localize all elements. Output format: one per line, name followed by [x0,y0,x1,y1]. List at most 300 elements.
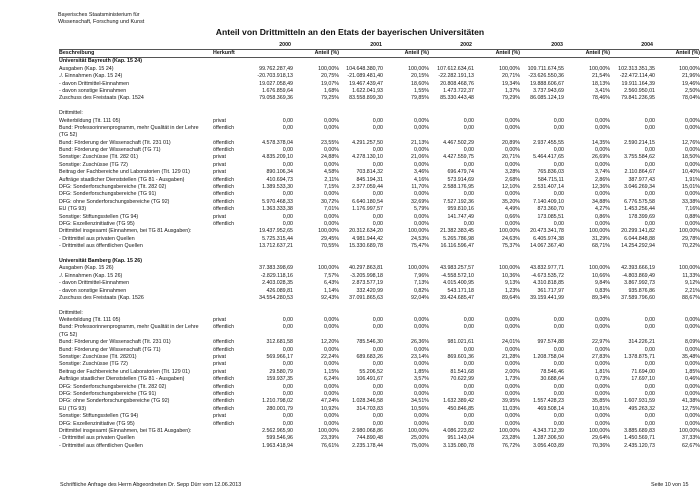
table-row [59,288,699,295]
row-label: Weiterbildung (Tit. 111 05) [59,117,121,124]
cell-amount: 280.001,79 [266,405,293,412]
cell-amount: 3.056.403,89 [533,442,564,449]
cell-percent: 1,91% [684,176,700,183]
cell-amount: 0,00 [282,413,293,420]
cell-amount: 21.382.383,45 [440,228,474,235]
cell-amount: 37.589.796,60 [621,294,655,301]
table-row [59,406,699,413]
cell-amount: 703.814,32 [356,169,383,176]
cell-percent: 76,61% [321,442,339,449]
year-header-2003: 2003 [551,42,563,48]
cell-percent: 15,01% [682,184,700,191]
row-label: - davon Drittmittel-Einnahmen [59,280,130,287]
row-herkunft: öffentlich [213,176,235,183]
cell-percent: 0,00% [323,161,339,168]
cell-percent: 0,00% [594,117,610,124]
cell-percent: 0,00% [504,221,520,227]
row-label: - davon sonstige Einnahmen [59,87,127,94]
cell-percent: 0,00% [684,317,700,324]
cell-amount: 104.648.380,70 [346,65,383,72]
cell-amount: 1.287.306,50 [533,435,564,442]
cell-percent: 0,00% [594,383,610,390]
cell-amount: 1.622.041,93 [352,87,383,94]
cell-percent: 0,00% [413,221,429,227]
cell-percent: 0,00% [594,124,610,131]
cell-percent: 4,49% [504,206,520,213]
cell-percent: 1,68% [323,87,339,94]
row-label: Weiterbildung (Tit. 111 05) [59,317,121,324]
cell-percent: 32,69% [411,198,429,205]
cell-percent: 0,00% [504,191,520,198]
cell-amount: 3.755.584,62 [624,154,655,161]
cell-percent: 0,00% [323,361,339,368]
cell-amount: 361.717,97 [537,287,564,294]
cell-amount: 29.580,79 [269,368,293,375]
table-row [59,398,699,405]
row-label: Beitrag der Fachbereiche und Laboratorien (Tit. 129 01) [59,368,190,375]
cell-percent: 0,00% [413,391,429,397]
spacer-row [59,302,699,309]
cell-percent: 0,00% [413,213,429,220]
row-label: DFG: Sonderforschungsbereiche (Tit. 282 02) [59,383,167,390]
cell-percent: 100,00% [408,65,429,72]
cell-amount: 0,00 [463,317,474,324]
cell-amount: 0,00 [372,361,383,368]
cell-percent: 29,64% [592,435,610,442]
cell-percent: 0,88% [684,213,700,220]
cell-amount: 1.389.533,30 [262,184,293,191]
cell-percent: 21,06% [411,154,429,161]
cell-percent: 100,00% [679,427,700,434]
cell-percent: 0,00% [504,346,520,353]
cell-amount: 0,00 [553,324,564,331]
cell-amount: 0,00 [463,221,474,227]
cell-amount: 15.330.689,78 [349,243,383,250]
cell-percent: 0,00% [504,413,520,420]
cell-percent: 100,00% [499,265,520,272]
cell-amount: 40.297.863,81 [349,265,383,272]
cell-percent: 92,43% [321,294,339,301]
cell-percent: 3,74% [594,169,610,176]
cell-percent: 9,12% [684,280,700,287]
cell-amount: 81.541,68 [450,368,474,375]
cell-percent: 0,00% [323,117,339,124]
year-header-2002: 2002 [460,42,472,48]
cell-amount: 1.632.389,42 [443,398,474,405]
cell-amount: 573.914,69 [447,176,474,183]
cell-percent: 24,88% [321,154,339,161]
cell-amount: 2.110.864,67 [624,169,655,176]
cell-percent: 18,50% [682,154,700,161]
cell-percent: 23,39% [321,435,339,442]
cell-percent: 29,45% [321,235,339,242]
table-row [59,435,699,442]
table-row [59,162,699,169]
row-herkunft: privat [213,161,226,168]
cell-amount: 0,00 [282,213,293,220]
cell-amount: 0,00 [282,383,293,390]
cell-percent: 100,00% [318,65,339,72]
row-label: Sonstige: Stiftungsstellen (TG 94) [59,213,139,220]
cell-percent: 0,00% [413,420,429,427]
table-row [59,376,699,383]
cell-percent: 35,48% [682,354,700,361]
table-row [59,369,699,376]
cell-percent: 18,60% [411,80,429,87]
table-row [59,354,699,361]
table-row [59,214,699,221]
cell-amount: 0,00 [644,413,655,420]
cell-percent: 0,00% [323,213,339,220]
cell-amount: 1.453.256,44 [624,206,655,213]
cell-amount: 0,00 [372,413,383,420]
cell-amount: 0,00 [644,346,655,353]
cell-amount: 0,00 [644,221,655,227]
row-label: Sonstige: Stiftungsstellen (TG 94) [59,413,139,420]
cell-percent: 0,00% [323,413,339,420]
cell-percent: 0,00% [504,324,520,331]
cell-percent: 0,00% [684,346,700,353]
cell-percent: 2,21% [684,287,700,294]
cell-amount: 0,00 [553,124,564,131]
cell-amount: 0,00 [372,117,383,124]
row-label: - Drittmittel aus privaten Quellen [59,435,135,442]
cell-percent: 0,00% [594,317,610,324]
row-herkunft: öffentlich [213,398,235,405]
column-header-anteil: Anteil (%) [675,50,700,56]
cell-percent: 20,71% [502,154,520,161]
cell-amount: 2.560.950,01 [624,87,655,94]
cell-amount: 696.479,74 [447,169,474,176]
row-label: Zuschuss des Freistaats (Kap. 1524 [59,95,144,102]
cell-amount: 0,00 [463,420,474,427]
cell-percent: 47,24% [321,398,339,405]
column-header-row [59,50,699,58]
row-label: Drittmittel: [59,110,83,117]
row-label: Bund: Förderung der Wissenschaft (Tit. 231 01) [59,339,171,346]
cell-amount: 0,00 [553,221,564,227]
cell-amount: -4.803.869,49 [622,272,655,279]
cell-percent: 100,00% [499,228,520,235]
cell-amount: 4.835.209,10 [262,154,293,161]
cell-amount: 0,00 [282,317,293,324]
cell-percent: 0,00% [413,147,429,154]
cell-amount: 5.725.315,44 [262,235,293,242]
cell-percent: 20,89% [502,139,520,146]
cell-percent: 89,34% [592,294,610,301]
cell-percent: 0,00% [504,420,520,427]
row-label: DFG: Sonderforschungsbereiche (TG 91) [59,391,157,397]
cell-percent: 0,00% [504,391,520,397]
cell-percent: 33,38% [682,198,700,205]
cell-amount: 873.360,70 [537,206,564,213]
row-label: DFG: Sonderforschungsbereiche (TG 91) [59,191,157,198]
cell-percent: 0,00% [323,221,339,227]
table-row [59,324,699,339]
row-herkunft: öffentlich [213,198,235,205]
cell-amount: 890.106,34 [266,169,293,176]
row-herkunft: privat [213,169,226,176]
cell-percent: 0,00% [684,124,700,131]
row-herkunft: öffentlich [213,206,235,213]
cell-percent: 30,72% [321,198,339,205]
section-heading: Universität Bamberg (Kap. 15 26) [59,257,143,264]
cell-percent: 75,37% [502,243,520,250]
cell-amount: 0,00 [372,213,383,220]
cell-percent: 23,28% [502,435,520,442]
cell-amount: 1.378.875,71 [624,354,655,361]
cell-amount: 0,00 [553,361,564,368]
ministry-name-line2: Wissenschaft, Forschung und Kunst [58,18,145,25]
cell-amount: 6.044.848,88 [624,235,655,242]
cell-percent: 0,00% [594,147,610,154]
row-label: Aufträge staatlicher Dienststellen (TG 81 - Ausgaben) [59,176,185,183]
cell-amount: 178.399,69 [628,213,655,220]
cell-amount: 0,00 [372,383,383,390]
table-row [59,154,699,161]
cell-percent: 0,00% [323,124,339,131]
cell-amount: 20.312.634,20 [349,228,383,235]
column-header-herkunft: Herkunft [213,50,235,56]
cell-percent: 2,50% [684,87,700,94]
cell-amount: 0,00 [553,391,564,397]
row-label: DFG: ohne Sonderforschungsbereiche (TG 92) [59,198,170,205]
cell-amount: 1.210.798,02 [262,398,293,405]
row-herkunft: privat [213,117,226,124]
cell-percent: 100,00% [589,65,610,72]
cell-percent: 9,13% [504,280,520,287]
cell-amount: 0,00 [372,191,383,198]
cell-percent: 6,43% [323,280,339,287]
cell-amount: 99.762.287,49 [259,65,293,72]
cell-percent: 26,36% [411,339,429,346]
cell-amount: 1.473.722,37 [443,87,474,94]
cell-amount: 0,00 [463,324,474,331]
cell-percent: 19,34% [502,80,520,87]
cell-amount: 102.313.351,35 [618,65,655,72]
cell-amount: 5.970.468,33 [262,198,293,205]
cell-amount: 4.310.818,85 [533,280,564,287]
cell-percent: 10,36% [502,272,520,279]
cell-percent: 35,85% [592,398,610,405]
cell-amount: 6.776.575,58 [624,198,655,205]
cell-percent: 2,86% [594,176,610,183]
cell-amount: 6.405.974,38 [533,235,564,242]
cell-amount: -22.472.114,40 [619,73,655,80]
table-row [59,140,699,147]
cell-percent: 100,00% [318,228,339,235]
cell-percent: 62,67% [682,442,700,449]
row-label: Sonstige: Zuschüsse (Tit. 282 01) [59,154,139,161]
cell-percent: 0,00% [323,346,339,353]
table-row [59,428,699,435]
cell-amount: 86.085.124,19 [530,95,564,102]
cell-percent: 1,14% [323,287,339,294]
row-label-line1: Bund: Professorinnenprogramm, mehr Qualität in der Lehre [59,124,199,131]
cell-amount: 79.841.236,95 [621,95,655,102]
cell-amount: 0,00 [463,147,474,154]
row-label: Drittmittel insgesamt (Einnahmen, bei TG 81 Ausgaben): [59,228,192,235]
cell-percent: 7,13% [413,280,429,287]
cell-amount: 744.890,48 [356,435,383,442]
table-row [59,339,699,346]
cell-percent: 0,00% [684,117,700,124]
cell-amount: 0,00 [644,391,655,397]
column-year-row [59,42,699,50]
cell-percent: 1,37% [504,87,520,94]
cell-amount: 0,00 [463,124,474,131]
cell-amount: 0,00 [644,324,655,331]
cell-percent: 0,00% [504,147,520,154]
cell-percent: 12,20% [321,339,339,346]
cell-percent: 100,00% [408,228,429,235]
cell-percent: 0,00% [594,391,610,397]
cell-percent: 4,27% [594,206,610,213]
row-herkunft: öffentlich [213,324,235,331]
cell-percent: 100,00% [499,65,520,72]
cell-percent: 75,47% [411,243,429,250]
year-header-2000: 2000 [279,42,291,48]
table-row [59,236,699,243]
cell-amount: 6.640.180,54 [352,198,383,205]
cell-amount: 935.876,86 [628,287,655,294]
cell-percent: 100,00% [408,427,429,434]
cell-amount: 4.427.559,75 [443,154,474,161]
cell-percent: 0,00% [413,317,429,324]
row-label [59,324,213,339]
row-herkunft: öffentlich [213,346,235,353]
cell-percent: 21,96% [682,73,700,80]
cell-amount: 387.977,43 [628,176,655,183]
cell-amount: 2.435.120,73 [624,442,655,449]
cell-percent: 0,00% [323,317,339,324]
row-label: Beitrag der Fachbereiche und Laboratorien (Tit. 129 01) [59,169,190,176]
cell-percent: 0,00% [594,420,610,427]
cell-amount: 19.027.058,49 [259,80,293,87]
cell-amount: 785.546,30 [356,339,383,346]
cell-percent: 12,36% [592,184,610,191]
section-heading-row [59,58,699,65]
cell-percent: 0,00% [684,420,700,427]
row-label: Ausgaben (Kap. 15 26) [59,265,114,272]
cell-percent: 14,35% [592,139,610,146]
cell-amount: -20.703.918,13 [257,73,293,80]
cell-amount: 19.911.164,39 [621,80,655,87]
cell-percent: 7,96% [413,272,429,279]
cell-percent: 8,09% [684,339,700,346]
cell-amount: 0,00 [644,147,655,154]
cell-amount: 1.176.997,57 [352,206,383,213]
cell-percent: 2,00% [504,368,520,375]
cell-percent: 0,00% [594,191,610,198]
cell-amount: 3.046.269,34 [624,184,655,191]
row-label: DFG: ohne Sonderforschungsbereiche (TG 92) [59,398,170,405]
spacer-row [59,103,699,110]
row-herkunft: öffentlich [213,405,235,412]
cell-percent: 21,13% [411,139,429,146]
cell-amount: 0,00 [282,221,293,227]
cell-percent: 10,66% [592,272,610,279]
cell-amount: 0,00 [553,346,564,353]
cell-percent: 68,71% [592,243,610,250]
cell-amount: 0,00 [282,117,293,124]
cell-amount: 0,00 [553,317,564,324]
cell-amount: 0,00 [463,391,474,397]
row-herkunft: öffentlich [213,339,235,346]
cell-percent: 70,55% [321,243,339,250]
cell-amount: 0,00 [282,324,293,331]
cell-amount: 845.194,31 [356,176,383,183]
table-row [59,191,699,198]
cell-percent: 2,11% [324,176,339,183]
row-label: - Drittmittel aus privaten Quellen [59,235,135,242]
table-row [59,361,699,368]
row-herkunft: privat [213,154,226,161]
table-row [59,317,699,324]
budget-table [59,42,699,450]
cell-percent: 0,00% [684,324,700,331]
table-row [59,169,699,176]
cell-percent: 0,00% [504,124,520,131]
table-row [59,421,699,428]
cell-amount: 0,00 [372,221,383,227]
cell-percent: 0,00% [684,221,700,227]
cell-percent: 0,00% [413,117,429,124]
column-header-anteil: Anteil (%) [404,50,429,56]
cell-percent: 0,00% [594,361,610,368]
cell-amount: 141.747,49 [447,213,474,220]
table-row [59,206,699,213]
cell-amount: 314.703,83 [356,405,383,412]
cell-amount: 43.983.257,57 [440,265,474,272]
cell-amount: 14.254.292,94 [621,243,655,250]
cell-amount: 0,00 [644,361,655,368]
table-row [59,147,699,154]
cell-amount: 0,00 [553,191,564,198]
cell-amount: 0,00 [372,161,383,168]
row-label: DFG: Exzellenzinitiative (TG 95) [59,221,135,227]
cell-amount: 173.085,51 [537,213,564,220]
cell-amount: 2.377.059,44 [352,184,383,191]
cell-amount: 1.557.428,23 [533,398,564,405]
table-row [59,295,699,302]
row-herkunft: privat [213,354,226,361]
cell-percent: 0,00% [413,124,429,131]
cell-percent: 0,00% [413,161,429,168]
row-label: ./. Einnahmen (Kap. 15 24) [59,73,123,80]
row-herkunft: privat [213,413,226,420]
cell-amount: 0,00 [463,383,474,390]
cell-percent: 12,76% [682,139,700,146]
cell-amount: 20.808.468,76 [440,80,474,87]
column-header-anteil: Anteil (%) [585,50,610,56]
cell-amount: 42.393.666,19 [621,265,655,272]
row-herkunft: öffentlich [213,420,235,427]
cell-amount: 4.467.502,29 [443,139,474,146]
cell-percent: 78,46% [592,95,610,102]
row-label [59,125,213,140]
cell-amount: 2.937.455,55 [533,139,564,146]
cell-percent: 7,15% [323,184,339,191]
cell-amount: 765.836,03 [537,169,564,176]
table-row [59,66,699,73]
cell-percent: 3,28% [504,169,520,176]
cell-amount: 159.937,35 [266,376,293,383]
cell-percent: 10,92% [321,405,339,412]
cell-amount: 4.291.257,50 [352,139,383,146]
cell-percent: 34,51% [411,398,429,405]
row-label: EU (TG 93) [59,206,87,213]
